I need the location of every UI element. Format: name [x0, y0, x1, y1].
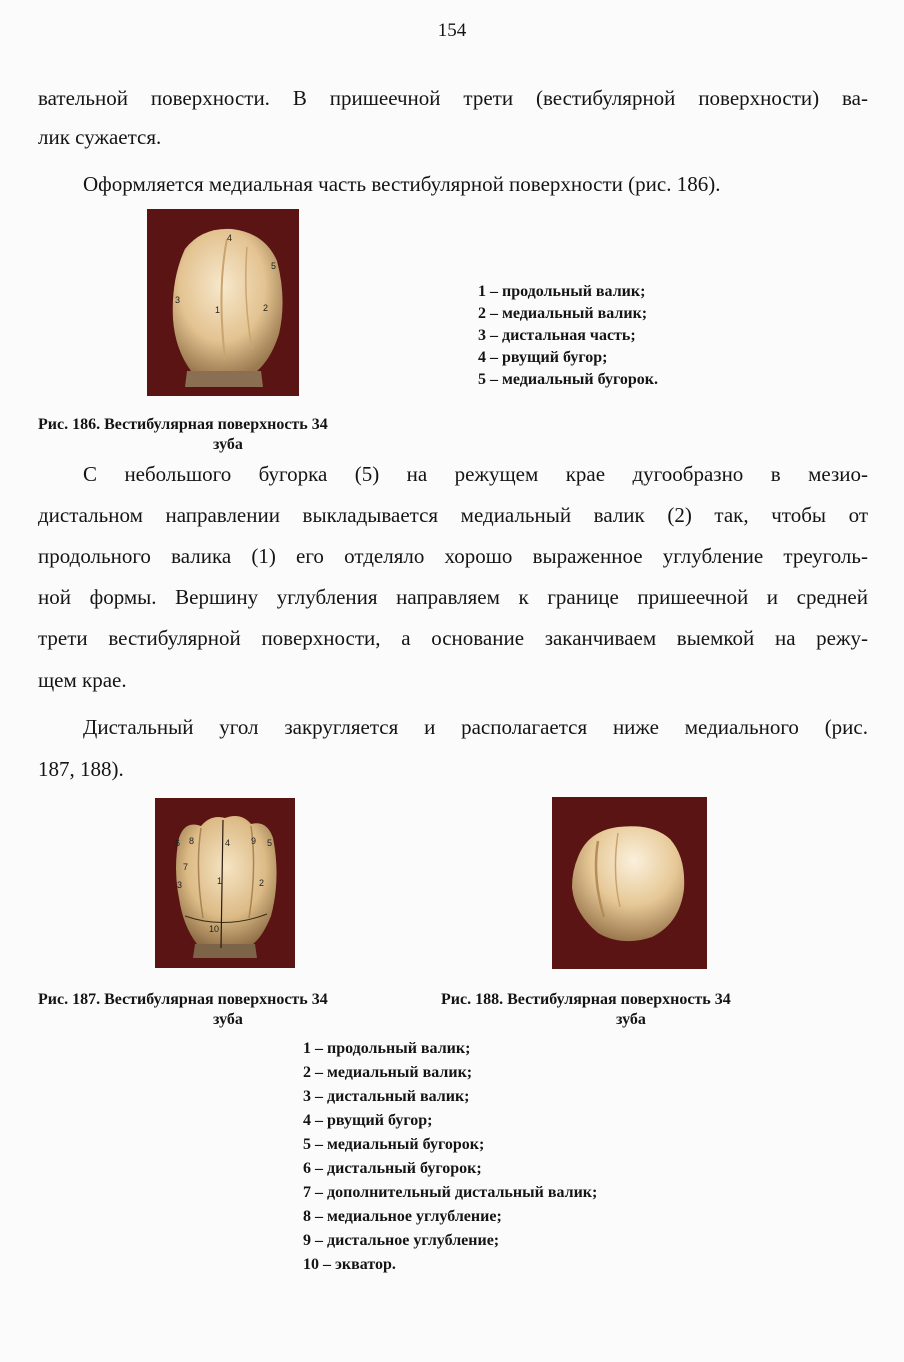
legend-item: 4 – рвущий бугор; [478, 349, 608, 366]
fig186-label-1: 1 [215, 305, 221, 315]
tooth-image [147, 209, 299, 396]
figure186-caption [38, 415, 418, 455]
fig187-label-8: 8 [189, 836, 195, 846]
legend-item: 2 – медиальный валик; [478, 305, 648, 322]
paragraph3-line5: трети вестибулярной поверхности, а основание заканчиваем выемкой на режу- [38, 626, 868, 650]
figure188-photo [552, 797, 707, 969]
fig187-label-2: 2 [259, 878, 265, 888]
fig186-label-3: 3 [175, 295, 181, 305]
legend-item: 5 – медиальный бугорок. [478, 371, 658, 388]
figure186-photo [147, 209, 299, 396]
legend-item: 2 – медиальный валик; [303, 1064, 473, 1081]
figure187-caption [38, 990, 418, 1030]
figure186-legend [478, 281, 658, 391]
paragraph3-line3: продольного валика (1) его отделяло хорошо выраженное углубление треуголь- [38, 544, 868, 568]
legend-item: 1 – продольный валик; [478, 283, 646, 300]
caption-line: зуба [213, 436, 243, 453]
paragraph1-line2: лик сужается. [38, 125, 162, 149]
caption-line: зуба [616, 1011, 646, 1028]
fig186-label-5: 5 [271, 261, 277, 271]
fig186-label-2: 2 [263, 303, 269, 313]
legend-item: 9 – дистальное углубление; [303, 1232, 500, 1249]
fig187-label-4: 4 [225, 838, 231, 848]
legend-item: 8 – медиальное углубление; [303, 1208, 502, 1225]
caption-line: Рис. 186. Вестибулярная поверхность 34 [38, 416, 328, 433]
page-number: 154 [437, 20, 467, 41]
paragraph3-line4: ной формы. Вершину углубления направляем к границе пришеечной и средней [38, 585, 868, 609]
legend-item: 6 – дистальный бугорок; [303, 1160, 482, 1177]
caption-line: Рис. 188. Вестибулярная поверхность 34 [441, 991, 731, 1008]
legend-item: 1 – продольный валик; [303, 1040, 471, 1057]
fig186-label-4: 4 [227, 233, 233, 243]
tooth-image [552, 797, 707, 969]
caption-line: зуба [213, 1011, 243, 1028]
legend-item: 10 – экватор. [303, 1256, 396, 1273]
paragraph3-line6: щем крае. [38, 668, 127, 692]
figure188-caption [441, 990, 821, 1030]
legend-item: 7 – дополнительный дистальный валик; [303, 1184, 598, 1201]
fig187-label-3: 3 [177, 880, 183, 890]
tooth-image [155, 798, 295, 968]
figure187-photo [155, 798, 295, 968]
paragraph3-line1: С небольшого бугорка (5) на режущем крае дугообразно в мезио- [83, 462, 868, 486]
caption-line: Рис. 187. Вестибулярная поверхность 34 [38, 991, 328, 1008]
paragraph4-line1: Дистальный угол закругляется и располагается ниже медиального (рис. [83, 715, 868, 739]
fig187-label-6: 6 [175, 838, 181, 848]
fig187-label-5-top: 5 [267, 838, 273, 848]
paragraph4-line2: 187, 188). [38, 757, 124, 781]
legend-item: 5 – медиальный бугорок; [303, 1136, 485, 1153]
legend-item: 3 – дистальная часть; [478, 327, 636, 344]
legend-bottom [303, 1037, 597, 1277]
legend-item: 4 – рвущий бугор; [303, 1112, 433, 1129]
fig187-label-10: 10 [209, 924, 220, 934]
paragraph3-line2: дистальном направлении выкладывается медиальный валик (2) так, чтобы от [38, 503, 868, 527]
fig187-label-9: 9 [251, 836, 257, 846]
legend-item: 3 – дистальный валик; [303, 1088, 470, 1105]
paragraph1-line1: вательной поверхности. В пришеечной трети (вестибулярной поверхности) ва- [38, 86, 868, 110]
fig187-label-1: 1 [217, 876, 223, 886]
paragraph2: Оформляется медиальная часть вестибулярной поверхности (рис. 186). [83, 172, 721, 196]
fig187-label-7: 7 [183, 862, 189, 872]
